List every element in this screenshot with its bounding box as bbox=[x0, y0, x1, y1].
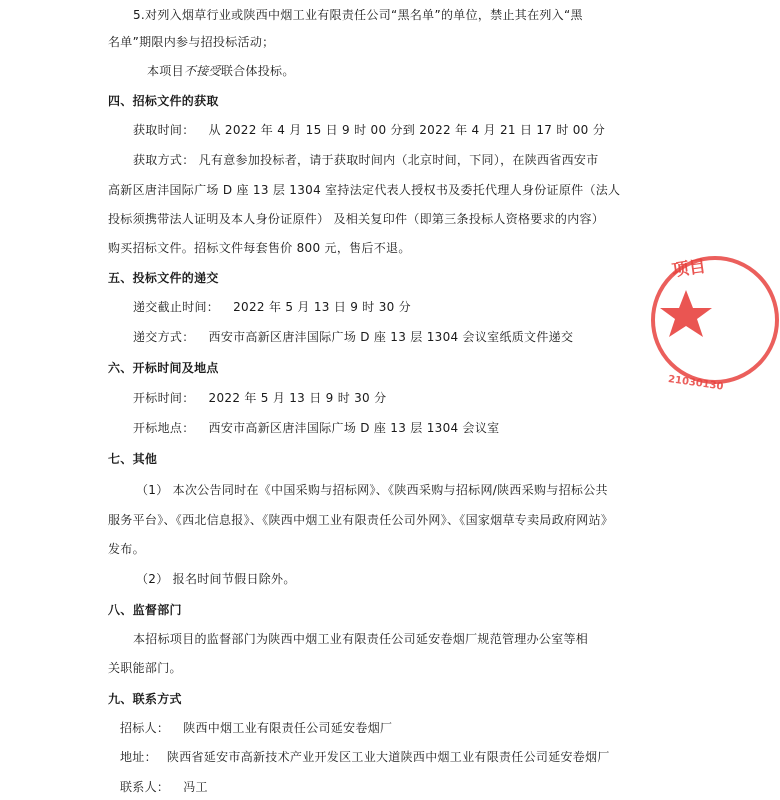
other-note1-line2: 服务平台》、《西北信息报》、《陕西中烟工业有限责任公司外网》、《国家烟草专卖局政府网站》 bbox=[108, 513, 614, 527]
deadline-value: 2022 年 5 月 13 日 9 时 30 分 bbox=[233, 300, 411, 314]
submit-method-label: 递交方式： bbox=[133, 330, 195, 344]
section5-title: 五、投标文件的递交 bbox=[108, 271, 219, 285]
supervise-line1: 本招标项目的监督部门为陕西中烟工业有限责任公司延安卷烟厂规范管理办公室等相 bbox=[133, 632, 589, 646]
address-label: 地址： bbox=[120, 750, 157, 764]
open-time-row bbox=[133, 391, 386, 405]
open-time-label: 开标时间： bbox=[133, 391, 195, 405]
obtain-time-row bbox=[133, 123, 605, 137]
official-seal bbox=[650, 230, 780, 410]
section3-item5-line1: 5.对列入烟草行业或陕西中烟工业有限责任公司“黑名单”的单位，禁止其在列入“黑 bbox=[133, 8, 583, 22]
contact-label: 联系人： bbox=[120, 780, 170, 794]
obtain-method-line4: 购买招标文件。招标文件每套售价 800 元，售后不退。 bbox=[108, 241, 411, 255]
tenderer-row bbox=[120, 721, 392, 735]
supervise-line2: 关职能部门。 bbox=[108, 661, 182, 675]
seal-ring bbox=[653, 258, 777, 382]
address-value: 陕西省延安市高新技术产业开发区工业大道陕西中烟工业有限责任公司延安卷烟厂 bbox=[166, 750, 610, 764]
seal-text-top: 项目 bbox=[670, 256, 708, 282]
contact-row bbox=[120, 780, 208, 794]
address-row bbox=[120, 750, 610, 764]
section6-title: 六、开标时间及地点 bbox=[108, 361, 219, 375]
deadline-row bbox=[133, 300, 411, 314]
section8-title: 八、监督部门 bbox=[108, 603, 182, 617]
obtain-time-label: 获取时间： bbox=[133, 123, 195, 137]
other-note2: （2） 报名时间节假日除外。 bbox=[136, 572, 296, 586]
consortium-suffix: 联合体投标。 bbox=[220, 64, 295, 78]
consortium-emphasis: 不接受 bbox=[183, 64, 221, 78]
open-place-label: 开标地点： bbox=[133, 421, 195, 435]
deadline-label: 递交截止时间： bbox=[133, 300, 220, 314]
open-time-value: 2022 年 5 月 13 日 9 时 30 分 bbox=[208, 391, 387, 405]
obtain-method-line2: 高新区唐沣国际广场 D 座 13 层 1304 室持法定代表人授权书及委托代理人身份证原件（法人 bbox=[108, 183, 621, 197]
tenderer-value: 陕西中烟工业有限责任公司延安卷烟厂 bbox=[183, 721, 393, 735]
submit-method-row bbox=[133, 330, 573, 344]
section4-title: 四、招标文件的获取 bbox=[108, 94, 219, 108]
open-place-value: 西安市高新区唐沣国际广场 D 座 13 层 1304 会议室 bbox=[208, 421, 500, 435]
other-note1-line1: （1） 本次公告同时在《中国采购与招标网》、《陕西采购与招标网/陕西采购与招标公共 bbox=[136, 483, 608, 497]
tenderer-label: 招标人： bbox=[120, 721, 170, 735]
section3-item5-line2: 名单”期限内参与招投标活动； bbox=[108, 35, 275, 49]
contact-value: 冯工 bbox=[183, 780, 208, 794]
obtain-time-value: 从 2022 年 4 月 15 日 9 时 00 分到 2022 年 4 月 21 日 17 时 00 分 bbox=[208, 123, 606, 137]
seal-star-icon bbox=[660, 290, 712, 337]
other-note1-line3: 发布。 bbox=[108, 542, 145, 556]
section9-title: 九、联系方式 bbox=[108, 692, 182, 706]
open-place-row bbox=[133, 421, 499, 435]
submit-method-value: 西安市高新区唐沣国际广场 D 座 13 层 1304 会议室纸质文件递交 bbox=[208, 330, 574, 344]
section7-title: 七、其他 bbox=[108, 452, 158, 466]
seal-text-bottom: 21030130 bbox=[667, 373, 725, 393]
obtain-method-line3: 投标须携带法人证明及本人身份证原件） 及相关复印件（即第三条投标人资格要求的内容） bbox=[108, 212, 605, 226]
consortium-note bbox=[147, 64, 295, 78]
obtain-method-line1: 获取方式： 凡有意参加投标者，请于获取时间内（北京时间，下同），在陕西省西安市 bbox=[133, 153, 599, 167]
consortium-prefix: 本项目 bbox=[147, 64, 184, 78]
